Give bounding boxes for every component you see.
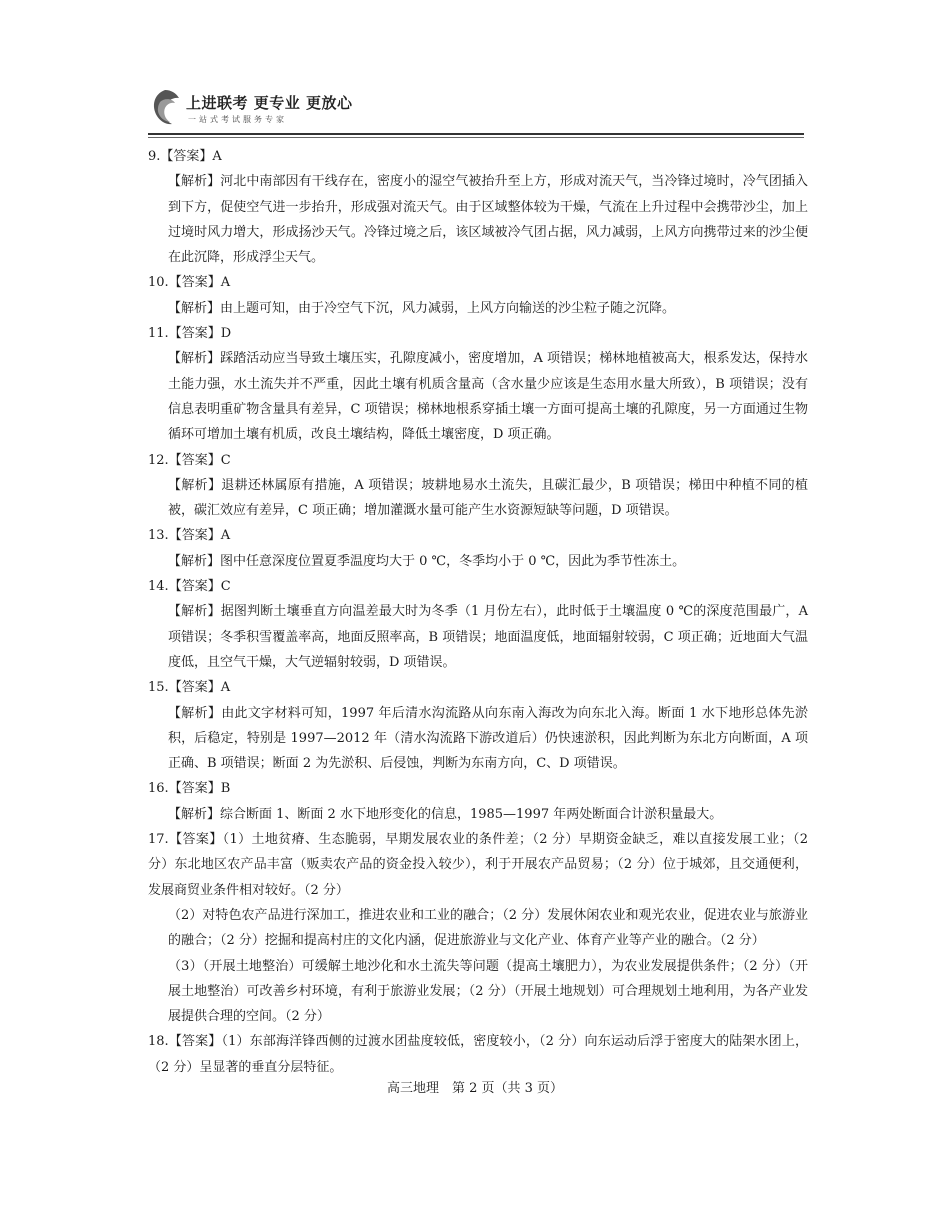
analysis-text: （3）（开展土地整治）可缓解土地沙化和水土流失等问题（提高土壤肥力），为农业发展提供条件；（2 分）（开展土地整治）可改善乡村环境，有利于旅游业发展；（2 分）（开展土地规划）可合理规划土地利用，为各产业发展提供合理的空间。（2 分） bbox=[168, 958, 808, 1025]
brand-slogan: 上进联考 更专业 更放心 bbox=[186, 94, 353, 112]
answer-item bbox=[148, 270, 808, 321]
question-number: 10. bbox=[148, 275, 169, 291]
answer-item bbox=[148, 448, 808, 524]
answer-text: 【答案】（1）土地贫瘠、生态脆弱，早期发展农业的条件差；（2 分）早期资金缺乏，难以直接发展工业；（2 分）东北地区农产品丰富（贩卖农产品的资金投入较少），利于开展农产品贸易；（2 分）位于城郊，且交通便利，发展商贸业条件相对较好。（2 分） bbox=[148, 832, 808, 898]
analysis-text: 【解析】综合断面 1、断面 2 水下地形变化的信息，1985—1997 年两处断面合计淤积量最大。 bbox=[168, 806, 723, 822]
question-number: 13. bbox=[148, 528, 169, 544]
question-number: 18. bbox=[148, 1034, 169, 1050]
answer-item bbox=[148, 675, 808, 776]
question-number: 11. bbox=[148, 326, 169, 342]
answer-text: 【答案】A bbox=[168, 275, 231, 291]
header-rule bbox=[148, 133, 804, 135]
page-header bbox=[148, 88, 804, 134]
analysis-text: 【解析】河北中南部因有干线存在，密度小的湿空气被抬升至上方，形成对流天气，当冷锋过境时，冷气团插入到下方，促使空气进一步抬升，形成强对流天气。由于区域整体较为干燥，气流在上升过程中会携带沙尘，加上过境时风力增大，形成扬沙天气。冷锋过境之后，该区域被冷气团占据，风力减弱，上风方向携带过来的沙尘便在此沉降，形成浮尘天气。 bbox=[168, 174, 808, 266]
answer-text: 【答案】B bbox=[168, 781, 231, 797]
question-number: 17. bbox=[148, 832, 169, 848]
answer-line bbox=[148, 1029, 808, 1080]
page-footer: 高三地理 第 2 页（共 3 页） bbox=[386, 1081, 564, 1096]
answer-item bbox=[148, 1029, 808, 1080]
answer-item bbox=[148, 144, 808, 270]
analysis-text: （2）对特色农产品进行深加工，推进农业和工业的融合；（2 分）发展休闲农业和观光农业，促进农业与旅游业的融合；（2 分）挖掘和提高村庄的文化内涵，促进旅游业与文化产业、体育产业等产业的融合。（2 分） bbox=[168, 907, 808, 949]
question-number: 14. bbox=[148, 579, 169, 595]
answer-text: 【答案】A bbox=[168, 528, 231, 544]
question-number: 12. bbox=[148, 452, 169, 468]
answer-text: 【答案】（1）东部海洋锋西侧的过渡水团盐度较低，密度较小，（2 分）向东运动后浮于密度大的陆架水团上，（2 分）呈显著的垂直分层特征。 bbox=[148, 1034, 808, 1075]
answer-line bbox=[148, 144, 808, 169]
question-number: 9. bbox=[148, 149, 161, 164]
answer-item bbox=[148, 523, 808, 574]
answer-text: 【答案】C bbox=[168, 579, 231, 595]
answer-item bbox=[148, 574, 808, 675]
answer-text: 【答案】A bbox=[168, 680, 231, 696]
answer-list bbox=[148, 144, 808, 1080]
question-number: 15. bbox=[148, 680, 169, 696]
answer-line bbox=[148, 270, 808, 295]
answer-line bbox=[148, 776, 808, 801]
analysis-text: 【解析】踩踏活动应当导致土壤压实，孔隙度减小，密度增加，A 项错误；梯林地植被高大，根系发达，保持水土能力强，水土流失并不严重，因此土壤有机质含量高（含水量少应该是生态用水量大所致），B 项错误；没有信息表明重矿物含量具有差异，C 项错误；梯林地根系穿插土壤一方面可提高土壤的孔隙度，另一方面通过生物循环可增加土壤有机质，改良土壤结构，降低土壤密度，D 项正确。 bbox=[168, 351, 808, 443]
analysis-text: 【解析】据图判断土壤垂直方向温差最大时为冬季（1 月份左右），此时低于土壤温度 0 ℃的深度范围最广，A 项错误；冬季积雪覆盖率高，地面反照率高，B 项错误；地面温度低，地面辐射较弱，C 项正确；近地面大气温度低，且空气干燥，大气逆辐射较弱，D 项错误。 bbox=[168, 604, 808, 670]
answer-text: 【答案】D bbox=[168, 326, 232, 342]
analysis-text: 【解析】由上题可知，由于冷空气下沉，风力减弱，上风方向输送的沙尘粒子随之沉降。 bbox=[168, 300, 676, 316]
logo-icon bbox=[148, 88, 182, 128]
answer-line bbox=[148, 574, 808, 599]
question-number: 16. bbox=[148, 781, 169, 797]
analysis-text: 【解析】由此文字材料可知，1997 年后清水沟流路从向东南入海改为向东北入海。断面 1 水下地形总体先淤积，后稳定，特别是 1997—2012 年（清水沟流路下游改道后）仍快速淤积，因此判断为东北方向断面，A 项正确、B 项错误；断面 2 为先淤积、后侵蚀，判断为东南方向，C、D 项错误。 bbox=[168, 705, 808, 772]
answer-text: 【答案】C bbox=[168, 452, 231, 468]
answer-line bbox=[148, 523, 808, 548]
analysis-text: 【解析】退耕还林属原有措施，A 项错误；坡耕地易水土流失，且碳汇最少，B 项错误；梯田中种植不同的植被，碳汇效应有差异，C 项正确；增加灌溉水量可能产生水资源短缺等问题，D 项错误。 bbox=[168, 477, 808, 519]
answer-line bbox=[148, 827, 808, 903]
answer-item bbox=[148, 776, 808, 827]
answer-item bbox=[148, 827, 808, 1029]
header-rule-thin bbox=[148, 137, 804, 138]
brand-subtitle: 一站式考试服务专家 bbox=[188, 115, 287, 124]
answer-line bbox=[148, 675, 808, 700]
answer-line bbox=[148, 448, 808, 473]
answer-item bbox=[148, 321, 808, 447]
answer-text: 【答案】A bbox=[160, 149, 222, 164]
analysis-text: 【解析】图中任意深度位置夏季温度均大于 0 ℃，冬季均小于 0 ℃，因此为季节性冻土。 bbox=[168, 553, 686, 569]
answer-line bbox=[148, 321, 808, 346]
